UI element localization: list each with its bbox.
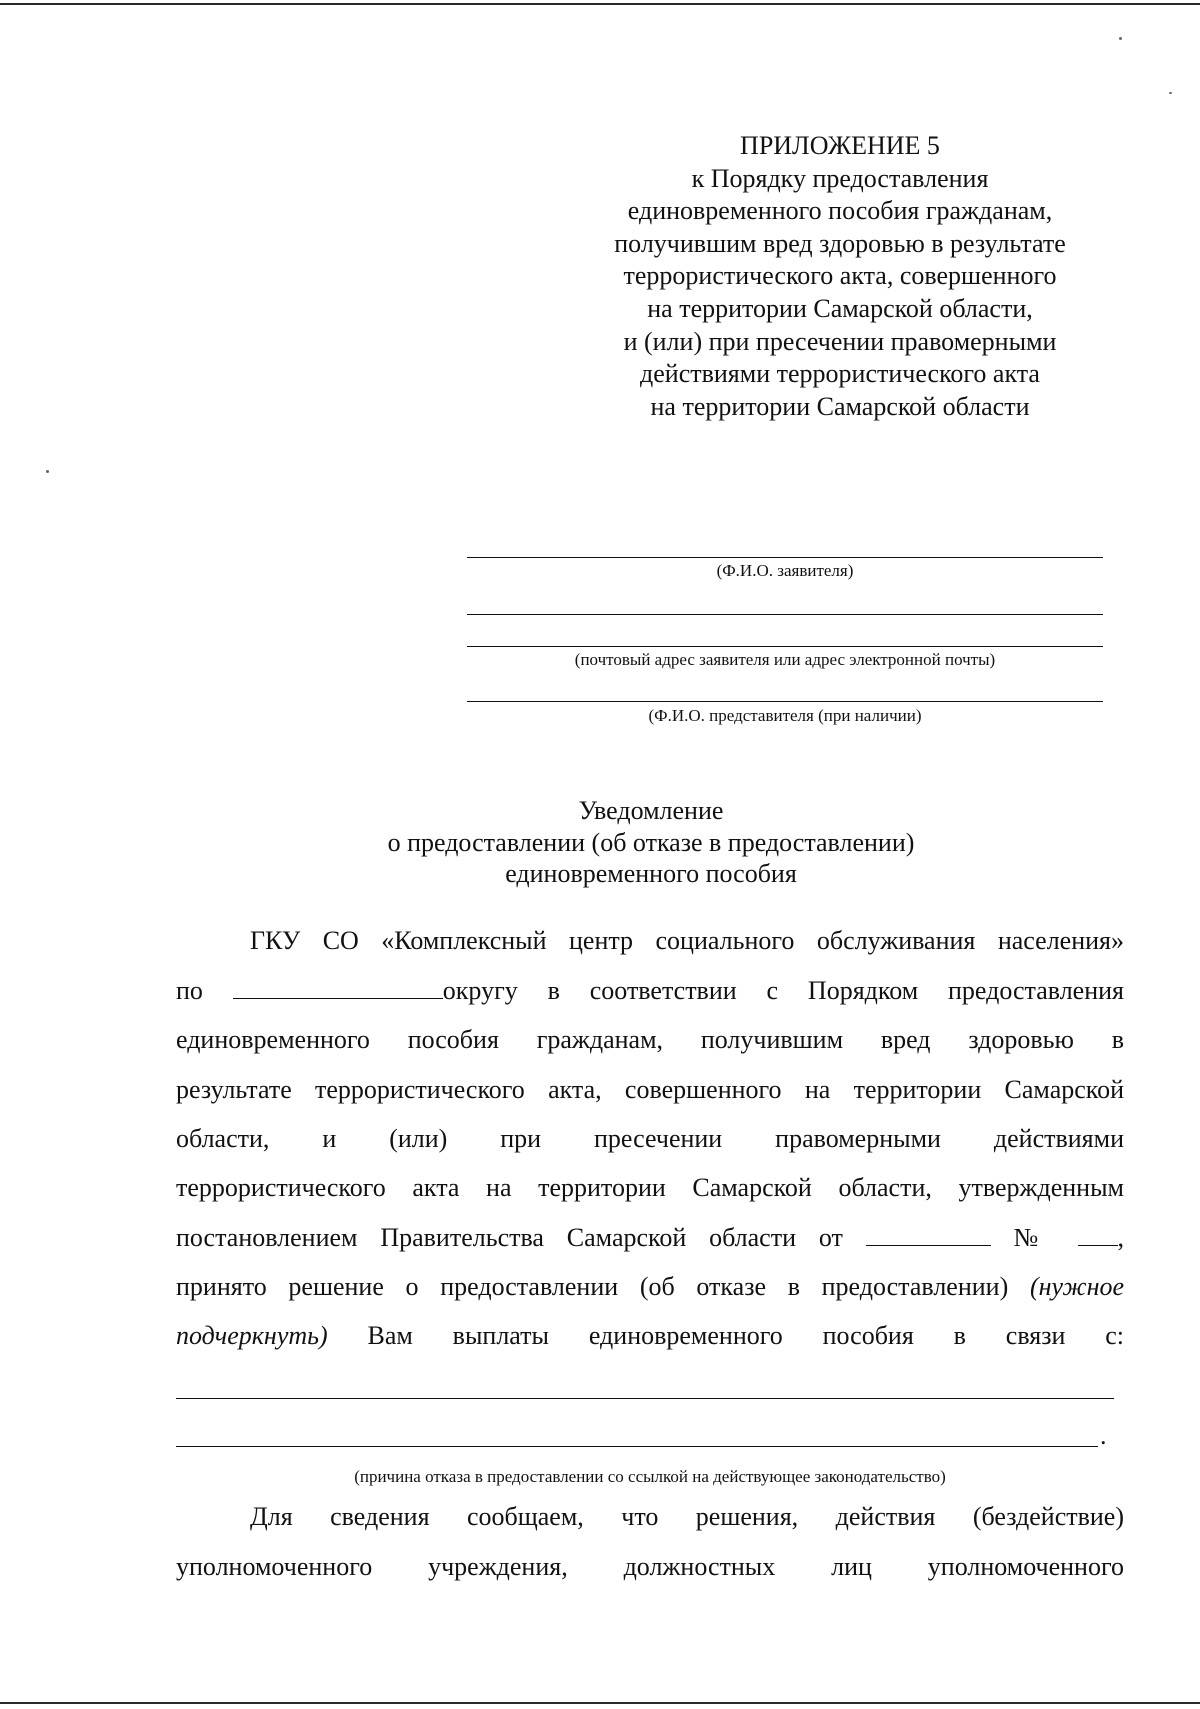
fio-caption: (Ф.И.О. заявителя) xyxy=(716,561,854,580)
scan-speck xyxy=(1169,92,1172,94)
appendix-line: получившим вред здоровью в результате xyxy=(614,228,1066,258)
body-text: результате террористического акта, совершенного на территории Самарской xyxy=(176,1075,1124,1104)
address-caption: (почтовый адрес заявителя или адрес электронной почты) xyxy=(574,650,996,669)
district-field[interactable] xyxy=(233,976,443,999)
fio-field-line[interactable] xyxy=(467,557,1103,558)
appendix-title: ПРИЛОЖЕНИЕ 5 xyxy=(740,131,940,160)
reason-end-period: . xyxy=(1100,1421,1107,1450)
title-line: единовременного пособия xyxy=(505,859,797,888)
body-text: принято решение о предоставлении (об отказе в предоставлении) xyxy=(176,1272,1009,1301)
body-line xyxy=(176,1320,1124,1352)
body-line xyxy=(176,1551,1124,1583)
body-text: уполномоченного учреждения, должностных лиц уполномоченного xyxy=(176,1552,1124,1581)
body-line xyxy=(250,925,1124,957)
reason-field-line[interactable] xyxy=(176,1446,1098,1447)
body-line xyxy=(176,1123,1124,1155)
body-line xyxy=(176,975,1124,1007)
reason-field-line[interactable] xyxy=(176,1398,1114,1399)
scan-speck xyxy=(46,470,49,473)
body-text: постановлением Правительства Самарской области от xyxy=(176,1223,843,1252)
appendix-line: и (или) при пресечении правомерными xyxy=(623,326,1057,356)
reason-caption: (причина отказа в предоставлении со ссылкой на действующее законодательство) xyxy=(354,1467,946,1486)
body-line xyxy=(176,1074,1124,1106)
body-line xyxy=(176,1172,1124,1204)
appendix-line: террористического акта, совершенного xyxy=(623,261,1057,291)
representative-caption: (Ф.И.О. представителя (при наличии) xyxy=(648,706,922,725)
address-field-line[interactable] xyxy=(467,646,1103,647)
body-text: Для сведения сообщаем, что решения, действия (бездействие) xyxy=(250,1502,1124,1531)
italic-note: подчеркнуть) xyxy=(176,1321,328,1350)
appendix-line: на территории Самарской области, xyxy=(647,293,1033,323)
body-text: области, и (или) при пресечении правомерными действиями xyxy=(176,1124,1124,1153)
notification-title xyxy=(176,795,1126,890)
representative-field-line[interactable] xyxy=(467,701,1103,702)
body-line xyxy=(176,1024,1124,1056)
body-line xyxy=(176,1271,1124,1303)
appendix-line: к Порядку предоставления xyxy=(691,163,989,193)
appendix-line: на территории Самарской области xyxy=(650,391,1030,421)
body-text: Вам выплаты единовременного пособия в связи с: xyxy=(367,1321,1124,1350)
scan-speck xyxy=(1119,37,1122,40)
title-line: о предоставлении (об отказе в предоставлении) xyxy=(387,827,915,857)
number-sign: № xyxy=(1013,1223,1055,1252)
title-line: Уведомление xyxy=(578,796,724,825)
body-line xyxy=(250,1501,1124,1533)
appendix-line: единовременного пособия гражданам, xyxy=(627,196,1053,226)
resolution-number-field[interactable] xyxy=(1078,1223,1118,1246)
body-text: по xyxy=(176,976,203,1005)
body-text: террористического акта на территории Самарской области, утвержденным xyxy=(176,1173,1124,1202)
body-text: округу в соответствии с Порядком предоставления xyxy=(442,976,1124,1005)
body-text: , xyxy=(1117,1223,1124,1252)
body-line xyxy=(176,1222,1124,1254)
resolution-date-field[interactable] xyxy=(866,1223,991,1246)
body-text: ГКУ СО «Комплексный центр социального обслуживания населения» xyxy=(250,926,1124,955)
address-field-line[interactable] xyxy=(467,614,1103,615)
body-text: единовременного пособия гражданам, получившим вред здоровью в xyxy=(176,1025,1124,1054)
italic-note: (нужное xyxy=(1029,1272,1124,1301)
appendix-line: действиями террористического акта xyxy=(640,359,1040,389)
